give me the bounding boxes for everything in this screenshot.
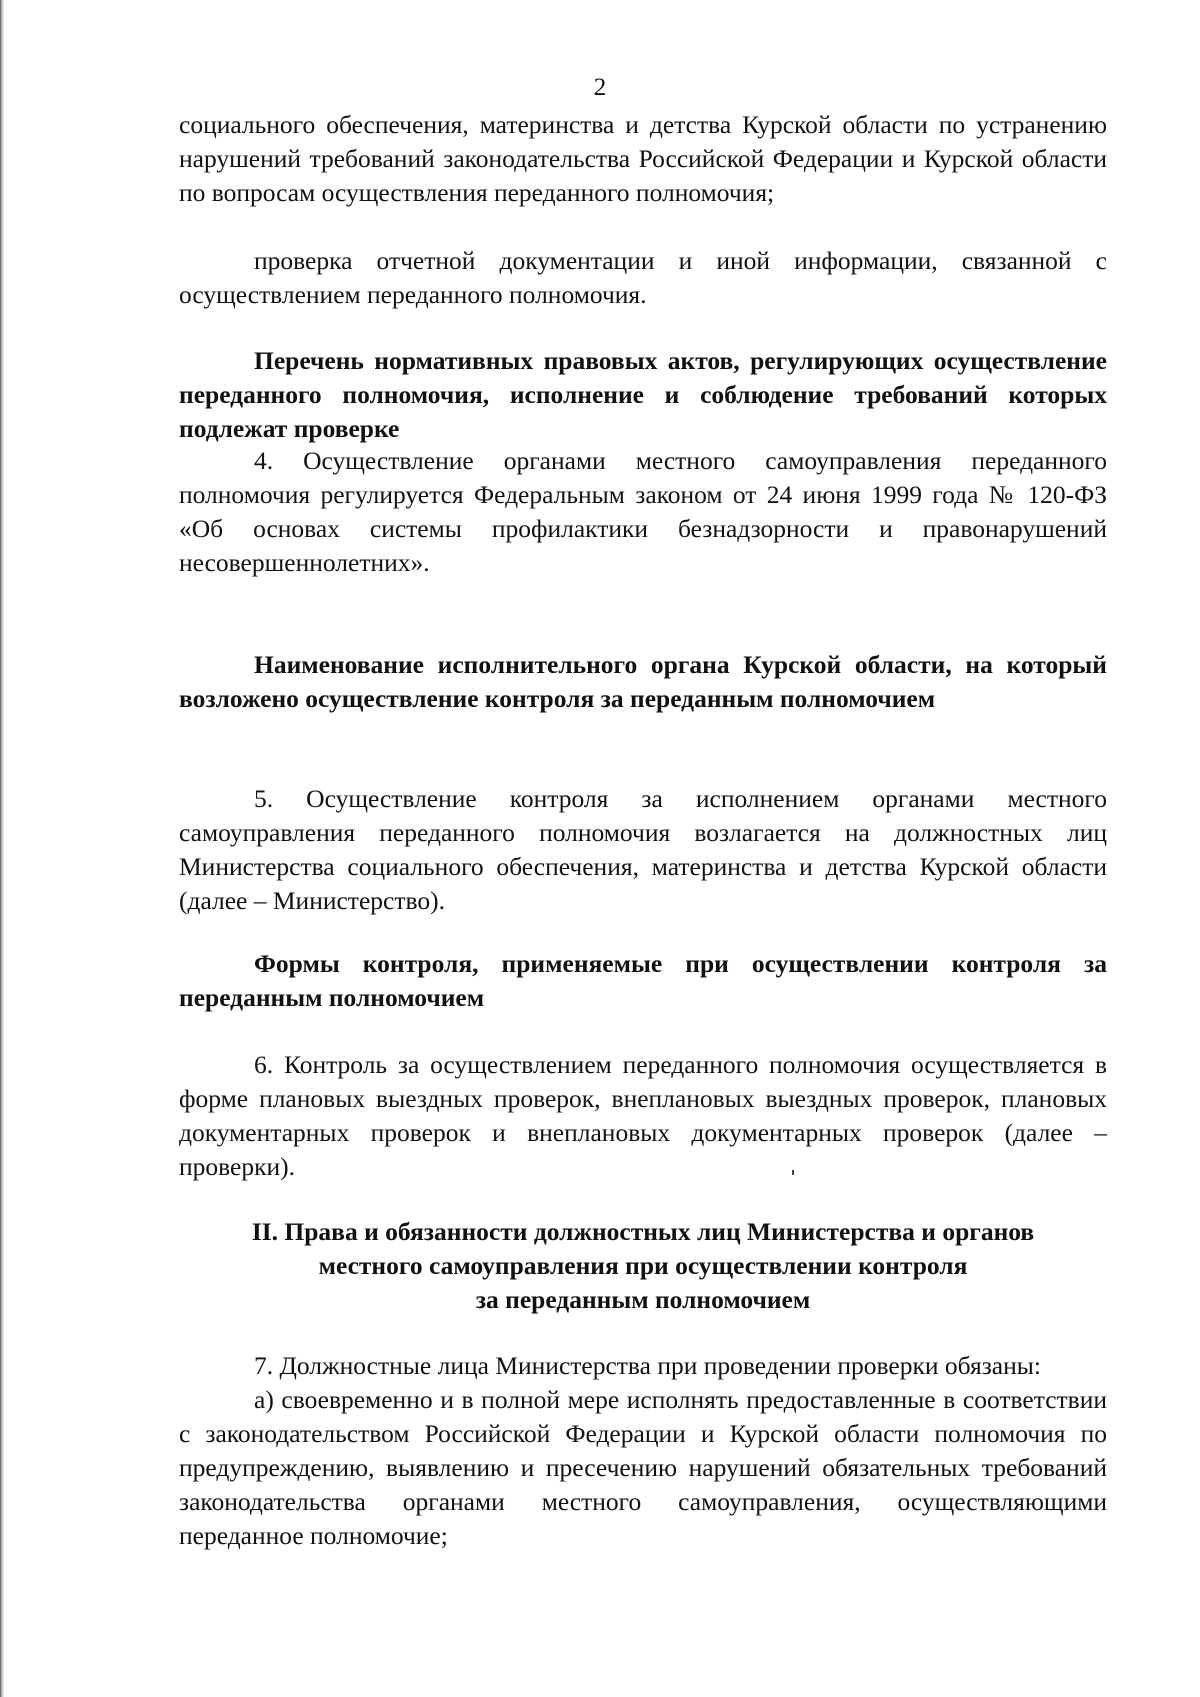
paragraph: 6. Контроль за осуществлением переданного полномочия осуществляется в форме плановых выездных проверок, внеплановых выездных проверок, плановых документарных проверок и внеплановых документарных проверок (далее – проверки). xyxy=(179,1050,1107,1181)
paragraph: проверка отчетной документации и иной информации, связанной с осуществлением переданного полномочия. xyxy=(179,246,1107,309)
paragraph: а) своевременно и в полной мере исполнять предоставленные в соответствии с законодательством Российской Федерации и Курской области полномочия по предупреждению, выявлению и пресечению нарушений обязательных требований законодательства органами местного самоуправления, осуществляющими переданное полномочие; xyxy=(179,1385,1107,1550)
section-heading xyxy=(179,1215,1107,1317)
subheading: Перечень нормативных правовых актов, регулирующих осуществление переданного полномочия, исполнение и соблюдение требований которых подлежат проверке xyxy=(179,346,1107,443)
section-heading-line: II. Права и обязанности должностных лиц Министерства и органов xyxy=(251,1217,1035,1246)
paragraph-continuation xyxy=(179,108,1107,210)
paragraph: социального обеспечения, материнства и детства Курской области по устранению нарушений требований законодательства Российской Федерации и Курской области по вопросам осуществления переданного полномочия; xyxy=(179,110,1107,207)
page-number: 2 xyxy=(593,74,607,101)
scan-edge xyxy=(0,0,4,1697)
subheading-block xyxy=(179,344,1107,446)
paragraph-block xyxy=(179,782,1107,918)
subheading: Формы контроля, применяемые при осуществлении контроля за переданным полномочием xyxy=(179,949,1107,1012)
paragraph-block xyxy=(179,244,1107,312)
paragraph: 7. Должностные лица Министерства при проведении проверки обязаны: xyxy=(254,1351,1041,1380)
subheading-block xyxy=(179,648,1107,716)
paragraph: 5. Осуществление контроля за исполнением органами местного самоуправления переданного полномочия возлагается на должностных лиц Министерства социального обеспечения, материнства и детства Курской области (далее – Министерство). xyxy=(179,784,1107,915)
paragraph: 4. Осуществление органами местного самоуправления переданного полномочия регулируется Федеральным законом от 24 июня 1999 года № 120-ФЗ «Об основах системы профилактики безнадзорности и правонарушений несовершеннолетних». xyxy=(179,446,1107,577)
paragraph-block xyxy=(179,1349,1107,1553)
subheading-block xyxy=(179,947,1107,1015)
paragraph-block xyxy=(179,1048,1107,1184)
section-heading-line: местного самоуправления при осуществлении контроля xyxy=(318,1251,968,1280)
section-heading-line: за переданным полномочием xyxy=(475,1285,811,1314)
paragraph-block xyxy=(179,444,1107,580)
scan-speck xyxy=(792,1170,794,1175)
subheading: Наименование исполнительного органа Курской области, на который возложено осуществление контроля за переданным полномочием xyxy=(179,650,1107,713)
